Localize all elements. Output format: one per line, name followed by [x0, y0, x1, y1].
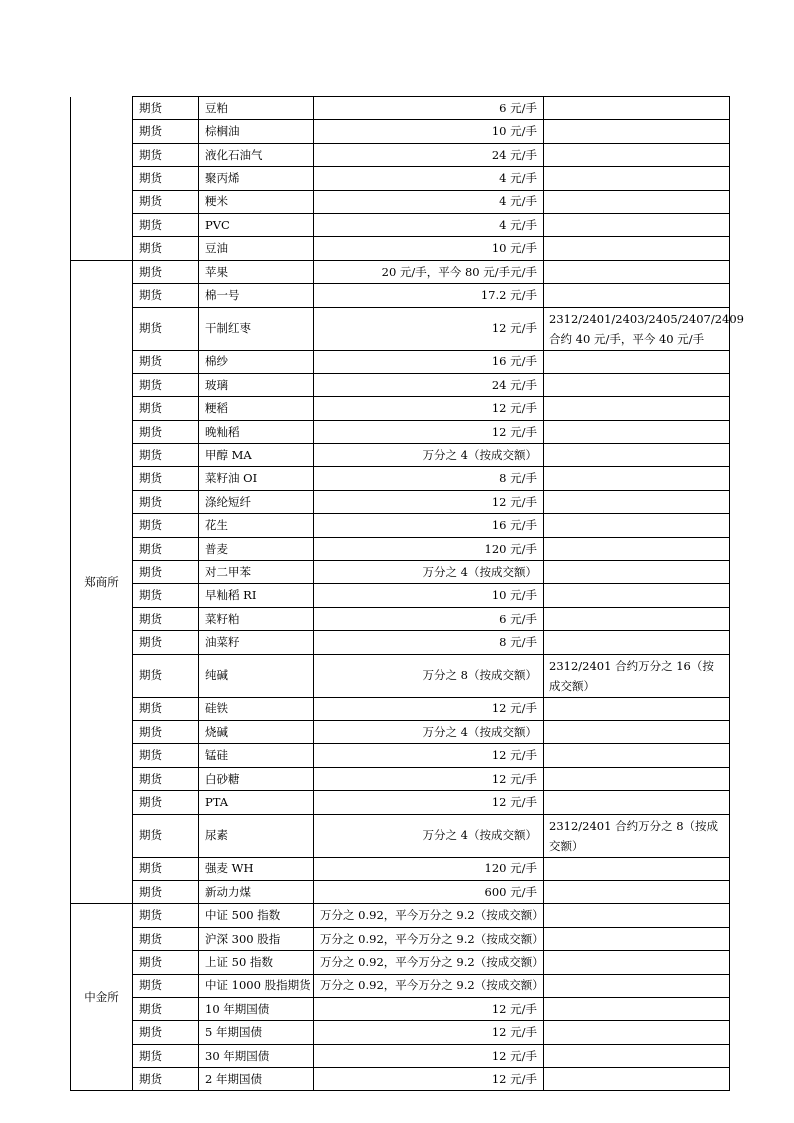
remark-cell — [544, 697, 730, 720]
product-name-cell: 30 年期国债 — [199, 1044, 314, 1067]
product-name-cell: 液化石油气 — [199, 143, 314, 166]
type-cell: 期货 — [133, 720, 199, 743]
fee-cell: 万分之 0.92，平今万分之 9.2（按成交额） — [314, 974, 544, 997]
table-row — [71, 537, 730, 560]
fee-cell: 4 元/手 — [314, 167, 544, 190]
table-row — [71, 791, 730, 814]
remark-cell — [544, 997, 730, 1020]
table-row — [71, 974, 730, 997]
type-cell: 期货 — [133, 97, 199, 120]
table-row — [71, 631, 730, 654]
type-cell: 期货 — [133, 607, 199, 630]
remark-cell: 2312/2401 合约万分之 8（按成交额） — [544, 814, 730, 857]
type-cell: 期货 — [133, 904, 199, 927]
remark-cell — [544, 537, 730, 560]
fee-cell: 10 元/手 — [314, 584, 544, 607]
table-row — [71, 951, 730, 974]
type-cell: 期货 — [133, 514, 199, 537]
fee-cell: 12 元/手 — [314, 397, 544, 420]
fee-cell: 12 元/手 — [314, 997, 544, 1020]
remark-cell — [544, 791, 730, 814]
product-name-cell: PTA — [199, 791, 314, 814]
product-name-cell: 中证 500 指数 — [199, 904, 314, 927]
remark-cell — [544, 120, 730, 143]
product-name-cell: 苹果 — [199, 260, 314, 283]
fee-cell: 12 元/手 — [314, 767, 544, 790]
product-name-cell: 尿素 — [199, 814, 314, 857]
fee-cell: 12 元/手 — [314, 791, 544, 814]
type-cell: 期货 — [133, 350, 199, 373]
remark-cell: 2312/2401/2403/2405/2407/2409 合约 40 元/手，平今 40 元/手 — [544, 307, 730, 350]
table-row — [71, 350, 730, 373]
type-cell: 期货 — [133, 167, 199, 190]
fee-cell: 6 元/手 — [314, 97, 544, 120]
remark-cell — [544, 213, 730, 236]
product-name-cell: 10 年期国债 — [199, 997, 314, 1020]
type-cell: 期货 — [133, 880, 199, 903]
type-cell: 期货 — [133, 654, 199, 697]
table-row — [71, 120, 730, 143]
table-row — [71, 1021, 730, 1044]
product-name-cell: 豆粕 — [199, 97, 314, 120]
product-name-cell: 甲醇 MA — [199, 444, 314, 467]
fee-cell: 120 元/手 — [314, 537, 544, 560]
product-name-cell: 聚丙烯 — [199, 167, 314, 190]
fee-cell: 12 元/手 — [314, 1044, 544, 1067]
fee-cell: 万分之 0.92，平今万分之 9.2（按成交额） — [314, 904, 544, 927]
fee-cell: 24 元/手 — [314, 143, 544, 166]
product-name-cell: 硅铁 — [199, 697, 314, 720]
remark-cell — [544, 284, 730, 307]
fee-cell: 12 元/手 — [314, 697, 544, 720]
table-row — [71, 720, 730, 743]
type-cell: 期货 — [133, 561, 199, 584]
fee-cell: 4 元/手 — [314, 213, 544, 236]
table-row — [71, 607, 730, 630]
type-cell: 期货 — [133, 467, 199, 490]
fee-cell: 万分之 4（按成交额） — [314, 561, 544, 584]
type-cell: 期货 — [133, 584, 199, 607]
fee-cell: 16 元/手 — [314, 514, 544, 537]
product-name-cell: 粳米 — [199, 190, 314, 213]
product-name-cell: 纯碱 — [199, 654, 314, 697]
product-name-cell: 粳稻 — [199, 397, 314, 420]
table-row — [71, 880, 730, 903]
product-name-cell: 棉一号 — [199, 284, 314, 307]
product-name-cell: 涤纶短纤 — [199, 490, 314, 513]
product-name-cell: 强麦 WH — [199, 857, 314, 880]
type-cell: 期货 — [133, 927, 199, 950]
type-cell: 期货 — [133, 490, 199, 513]
remark-cell — [544, 857, 730, 880]
fee-cell: 万分之 4（按成交额） — [314, 720, 544, 743]
fee-cell: 24 元/手 — [314, 373, 544, 396]
product-name-cell: 晚籼稻 — [199, 420, 314, 443]
fee-cell: 17.2 元/手 — [314, 284, 544, 307]
remark-cell — [544, 420, 730, 443]
fee-cell: 12 元/手 — [314, 420, 544, 443]
remark-cell — [544, 974, 730, 997]
remark-cell — [544, 720, 730, 743]
table-row — [71, 467, 730, 490]
product-name-cell: PVC — [199, 213, 314, 236]
type-cell: 期货 — [133, 237, 199, 260]
fee-cell: 12 元/手 — [314, 490, 544, 513]
product-name-cell: 上证 50 指数 — [199, 951, 314, 974]
type-cell: 期货 — [133, 444, 199, 467]
fee-cell: 12 元/手 — [314, 1021, 544, 1044]
product-name-cell: 对二甲苯 — [199, 561, 314, 584]
table-row — [71, 904, 730, 927]
fee-cell: 万分之 8（按成交额） — [314, 654, 544, 697]
type-cell: 期货 — [133, 397, 199, 420]
type-cell: 期货 — [133, 744, 199, 767]
table-row — [71, 444, 730, 467]
product-name-cell: 棉纱 — [199, 350, 314, 373]
remark-cell — [544, 767, 730, 790]
table-row — [71, 744, 730, 767]
table-row — [71, 490, 730, 513]
table-row — [71, 213, 730, 236]
remark-cell — [544, 467, 730, 490]
table-row — [71, 1044, 730, 1067]
product-name-cell: 玻璃 — [199, 373, 314, 396]
product-name-cell: 豆油 — [199, 237, 314, 260]
product-name-cell: 早籼稻 RI — [199, 584, 314, 607]
type-cell: 期货 — [133, 997, 199, 1020]
fee-cell: 600 元/手 — [314, 880, 544, 903]
remark-cell — [544, 97, 730, 120]
type-cell: 期货 — [133, 974, 199, 997]
product-name-cell: 烧碱 — [199, 720, 314, 743]
table-row — [71, 857, 730, 880]
table-row — [71, 307, 730, 350]
remark-cell — [544, 904, 730, 927]
remark-cell — [544, 350, 730, 373]
product-name-cell: 白砂糖 — [199, 767, 314, 790]
table-row — [71, 167, 730, 190]
remark-cell — [544, 373, 730, 396]
type-cell: 期货 — [133, 420, 199, 443]
fee-cell: 万分之 0.92，平今万分之 9.2（按成交额） — [314, 951, 544, 974]
fee-cell: 万分之 0.92，平今万分之 9.2（按成交额） — [314, 927, 544, 950]
type-cell: 期货 — [133, 631, 199, 654]
exchange-cell: 郑商所 — [71, 260, 133, 904]
fee-table-body — [71, 97, 744, 1091]
remark-cell — [544, 167, 730, 190]
table-row — [71, 767, 730, 790]
remark-cell — [544, 927, 730, 950]
type-cell: 期货 — [133, 120, 199, 143]
product-name-cell: 油菜籽 — [199, 631, 314, 654]
remark-cell — [544, 1068, 730, 1091]
remark-cell — [544, 514, 730, 537]
product-name-cell: 5 年期国债 — [199, 1021, 314, 1044]
table-row — [71, 420, 730, 443]
product-name-cell: 菜籽粕 — [199, 607, 314, 630]
fee-cell: 12 元/手 — [314, 744, 544, 767]
table-row — [71, 260, 730, 283]
type-cell: 期货 — [133, 307, 199, 350]
exchange-cell — [71, 97, 133, 261]
fee-cell: 10 元/手 — [314, 120, 544, 143]
fee-cell: 8 元/手 — [314, 631, 544, 654]
remark-cell — [544, 1044, 730, 1067]
remark-cell — [544, 951, 730, 974]
table-row — [71, 1068, 730, 1091]
table-row — [71, 927, 730, 950]
type-cell: 期货 — [133, 697, 199, 720]
table-row — [71, 561, 730, 584]
remark-cell: 2312/2401 合约万分之 16（按成交额） — [544, 654, 730, 697]
fee-cell: 4 元/手 — [314, 190, 544, 213]
fee-cell: 6 元/手 — [314, 607, 544, 630]
remark-cell — [544, 143, 730, 166]
type-cell: 期货 — [133, 951, 199, 974]
type-cell: 期货 — [133, 857, 199, 880]
type-cell: 期货 — [133, 190, 199, 213]
product-name-cell: 普麦 — [199, 537, 314, 560]
table-row — [71, 997, 730, 1020]
type-cell: 期货 — [133, 143, 199, 166]
type-cell: 期货 — [133, 1068, 199, 1091]
remark-cell — [544, 561, 730, 584]
remark-cell — [544, 397, 730, 420]
remark-cell — [544, 260, 730, 283]
remark-cell — [544, 584, 730, 607]
product-name-cell: 干制红枣 — [199, 307, 314, 350]
product-name-cell: 锰硅 — [199, 744, 314, 767]
table-row — [71, 237, 730, 260]
type-cell: 期货 — [133, 373, 199, 396]
table-row — [71, 97, 730, 120]
table-row — [71, 584, 730, 607]
table-row — [71, 190, 730, 213]
type-cell: 期货 — [133, 1044, 199, 1067]
product-name-cell: 棕榈油 — [199, 120, 314, 143]
remark-cell — [544, 237, 730, 260]
product-name-cell: 菜籽油 OI — [199, 467, 314, 490]
table-row — [71, 373, 730, 396]
remark-cell — [544, 1021, 730, 1044]
remark-cell — [544, 744, 730, 767]
product-name-cell: 中证 1000 股指期货 — [199, 974, 314, 997]
type-cell: 期货 — [133, 1021, 199, 1044]
fee-cell: 12 元/手 — [314, 1068, 544, 1091]
product-name-cell: 花生 — [199, 514, 314, 537]
type-cell: 期货 — [133, 767, 199, 790]
fee-cell: 10 元/手 — [314, 237, 544, 260]
fee-cell: 万分之 4（按成交额） — [314, 814, 544, 857]
table-row — [71, 697, 730, 720]
table-row — [71, 284, 730, 307]
table-row — [71, 143, 730, 166]
table-row — [71, 514, 730, 537]
product-name-cell: 新动力煤 — [199, 880, 314, 903]
product-name-cell: 沪深 300 股指 — [199, 927, 314, 950]
product-name-cell: 2 年期国债 — [199, 1068, 314, 1091]
remark-cell — [544, 631, 730, 654]
type-cell: 期货 — [133, 791, 199, 814]
fee-cell: 120 元/手 — [314, 857, 544, 880]
type-cell: 期货 — [133, 260, 199, 283]
table-row — [71, 397, 730, 420]
type-cell: 期货 — [133, 284, 199, 307]
type-cell: 期货 — [133, 213, 199, 236]
remark-cell — [544, 880, 730, 903]
fee-cell: 12 元/手 — [314, 307, 544, 350]
remark-cell — [544, 444, 730, 467]
remark-cell — [544, 190, 730, 213]
fee-cell: 万分之 4（按成交额） — [314, 444, 544, 467]
table-row — [71, 654, 730, 697]
exchange-cell: 中金所 — [71, 904, 133, 1091]
fee-cell: 16 元/手 — [314, 350, 544, 373]
type-cell: 期货 — [133, 537, 199, 560]
type-cell: 期货 — [133, 814, 199, 857]
fee-cell: 8 元/手 — [314, 467, 544, 490]
fee-cell: 20 元/手，平今 80 元/手元/手 — [314, 260, 544, 283]
table-row — [71, 814, 730, 857]
remark-cell — [544, 490, 730, 513]
fee-table — [70, 96, 744, 1091]
remark-cell — [544, 607, 730, 630]
